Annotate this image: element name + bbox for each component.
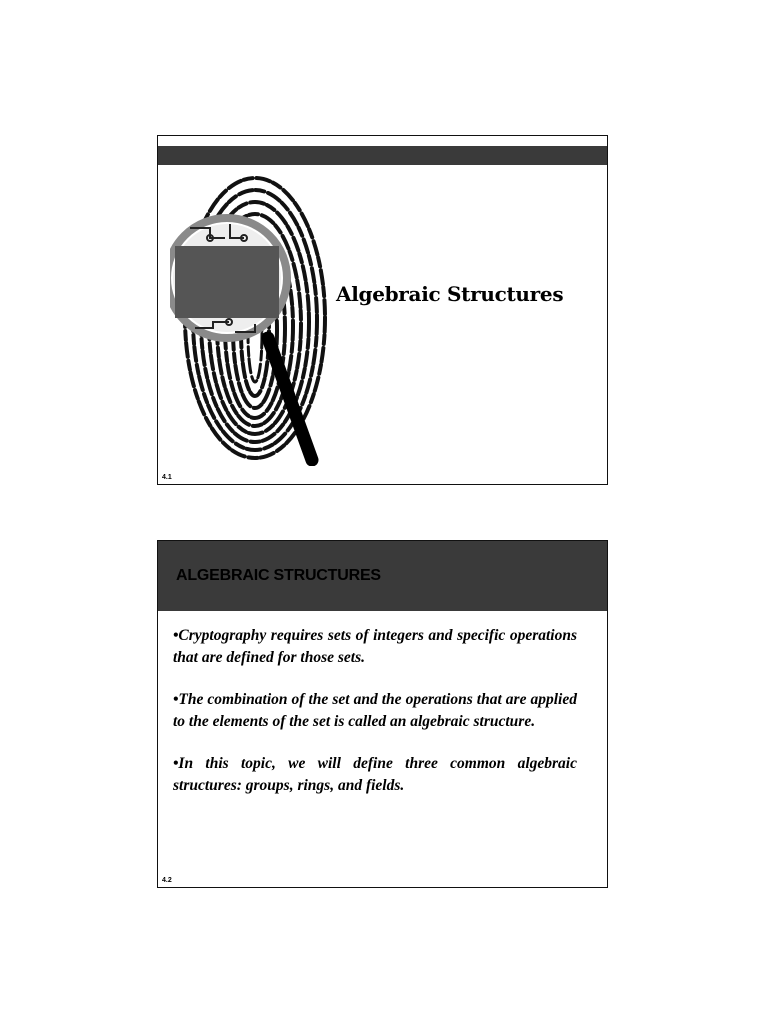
slide-2-number: 4.2 — [162, 877, 172, 884]
slide-1-header-bar — [158, 146, 607, 165]
slide-2-heading: ALGEBRAIC STRUCTURES — [176, 567, 381, 584]
fingerprint-magnifier-image — [170, 168, 330, 466]
slide-2 — [157, 540, 608, 888]
bullet-1: •Cryptography requires sets of integers and specific operations that are defined for those sets. — [173, 627, 577, 666]
bullet-3: •In this topic, we will define three common algebraic structures: groups, rings, and fields. — [173, 755, 577, 794]
slide-1-title: Algebraic Structures — [336, 282, 564, 306]
slide-2-header-bar — [158, 541, 607, 611]
slide-2-body — [173, 625, 577, 817]
bullet-2: •The combination of the set and the operations that are applied to the elements of the set is called an algebraic structure. — [173, 691, 577, 730]
slide-1-number: 4.1 — [162, 474, 172, 481]
slide-1 — [157, 135, 608, 485]
